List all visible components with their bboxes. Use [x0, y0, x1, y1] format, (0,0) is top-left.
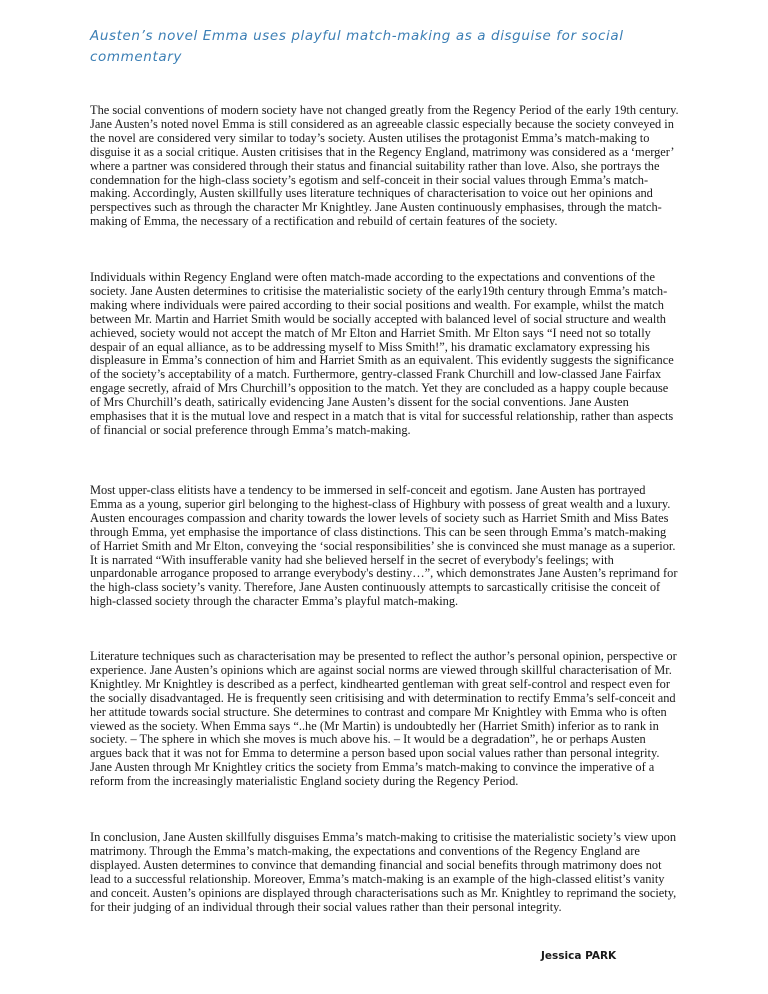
paragraph-conclusion: In conclusion, Jane Austen skillfully disguises Emma’s match-making to critisise the materialistic society’s view upon matrimony. Through the Emma’s match-making, the expectations and conventions of the Regency England are displayed. Austen determines to convince that demanding financial and social benefits through matrimony does not lead to a successful relationship. Moreover, Emma’s match-making is an example of the high-classed elitist’s vanity and conceit. Austen’s opinions are displayed through characterisations such as Mr. Knightley to reprimand the society, for their judging of an individual through their social values rather than their personal integrity.: [90, 830, 677, 914]
paragraph-characterisation: Literature techniques such as characterisation may be presented to reflect the author’s personal opinion, perspective or experience. Jane Austen’s opinions which are against social norms are viewed through skillful characterisation of Mr. Knightley. Mr Knightley is described as a perfect, kindhearted gentleman with great self-control and respect even for the socially disadvantaged. He is frequently seen critisising and with determination to rectify Emma’s self-conceit and her attitude towards social structure. She determines to contrast and compare Mr Knightley with Emma who is often viewed as the society. When Emma says “..he (Mr Martin) is undoubtedly her (Harriet Smith) inferior as to rank in society. – The sphere in which she moves is much above his. – It would be a degradation”, he or perhaps Austen argues back that it was not for Emma to determine a person based upon social values rather than personal integrity. Jane Austen through Mr Knightley critics the society from Emma’s match-making to convince the imperative of a reform from the increasingly materialistic England society during the Regency Period.: [90, 649, 677, 789]
paragraph-introduction: The social conventions of modern society have not changed greatly from the Regency Period of the early 19th century. Jane Austen’s noted novel Emma is still considered as an agreeable classic especially because the society conveyed in the novel are considered very similar to today’s society. Austen utilises the protagonist Emma’s match-making to disguise it as a social critique. Austen critisises that in the Regency England, matrimony was considered as a ‘merger’ where a partner was considered through their status and financial suitability rather than love. Also, she portrays the condemnation for the high-class society’s egotism and self-conceit in their social values through Emma’s match-making. Accordingly, Austen skillfully uses literature techniques of characterisation to voice out her opinions and perspectives such as through the character Mr Knightley. Jane Austen continuously emphasises, through the match-making of Emma, the necessary of a rectification and rebuild of certain features of the society.: [90, 103, 679, 229]
document-title: Austen’s novel Emma uses playful match-making as a disguise for social commentary: [90, 28, 624, 65]
paragraph-match-making-conventions: Individuals within Regency England were often match-made according to the expectations and conventions of the society. Jane Austen determines to critisise the materialistic society of the early19th century through Emma’s match-making where individuals were paired according to their social positions and wealth. For example, whilst the match between Mr. Martin and Harriet Smith would be socially accepted with balanced level of social structure and wealth achieved, society would not accept the match of Mr Elton and Harriet Smith. Mr Elton says “I need not so totally despair of an equal alliance, as to be addressing myself to Miss Smith!”, his dramatic exclamatory expressing his displeasure in Emma’s connection of him and Harriet Smith as an equivalent. This evidently suggests the significance of the society’s acceptability of a match. Furthermore, gentry-classed Frank Churchill and low-classed Jane Fairfax engage secretly, afraid of Mrs Churchill’s opposition to the match. Yet they are concluded as a happy couple because of Mrs Churchill’s death, satirically evidencing Jane Austen’s dissent for the social conventions. Jane Austen emphasises that it is the mutual love and respect in a match that is vital for successful relationship, rather than aspects of financial or social preference through Emma’s match-making.: [90, 270, 674, 437]
paragraph-upper-class-conceit: Most upper-class elitists have a tendency to be immersed in self-conceit and egotism. Jane Austen has portrayed Emma as a young, superior girl belonging to the highest-class of Highbury with possess of great wealth and a luxury. Austen encourages compassion and charity towards the lower levels of society such as Harriet Smith and Miss Bates through Emma, yet emphasise the importance of class distinctions. This can be seen through Emma’s match-making of Harriet Smith and Mr Elton, conveying the ‘social responsibilities’ she is convinced she must manage as a superior. It is narrated “With insufferable vanity had she believed herself in the secret of everybody's feelings; with unpardonable arrogance proposed to arrange everybody's destiny…”, which demonstrates Jane Austen’s reprimand for the high-class society’s vanity. Therefore, Jane Austen continuously attempts to sarcastically critisise the conceit of high-classed society through the character Emma’s playful match-making.: [90, 483, 678, 609]
author-signature: Jessica PARK: [541, 950, 617, 962]
